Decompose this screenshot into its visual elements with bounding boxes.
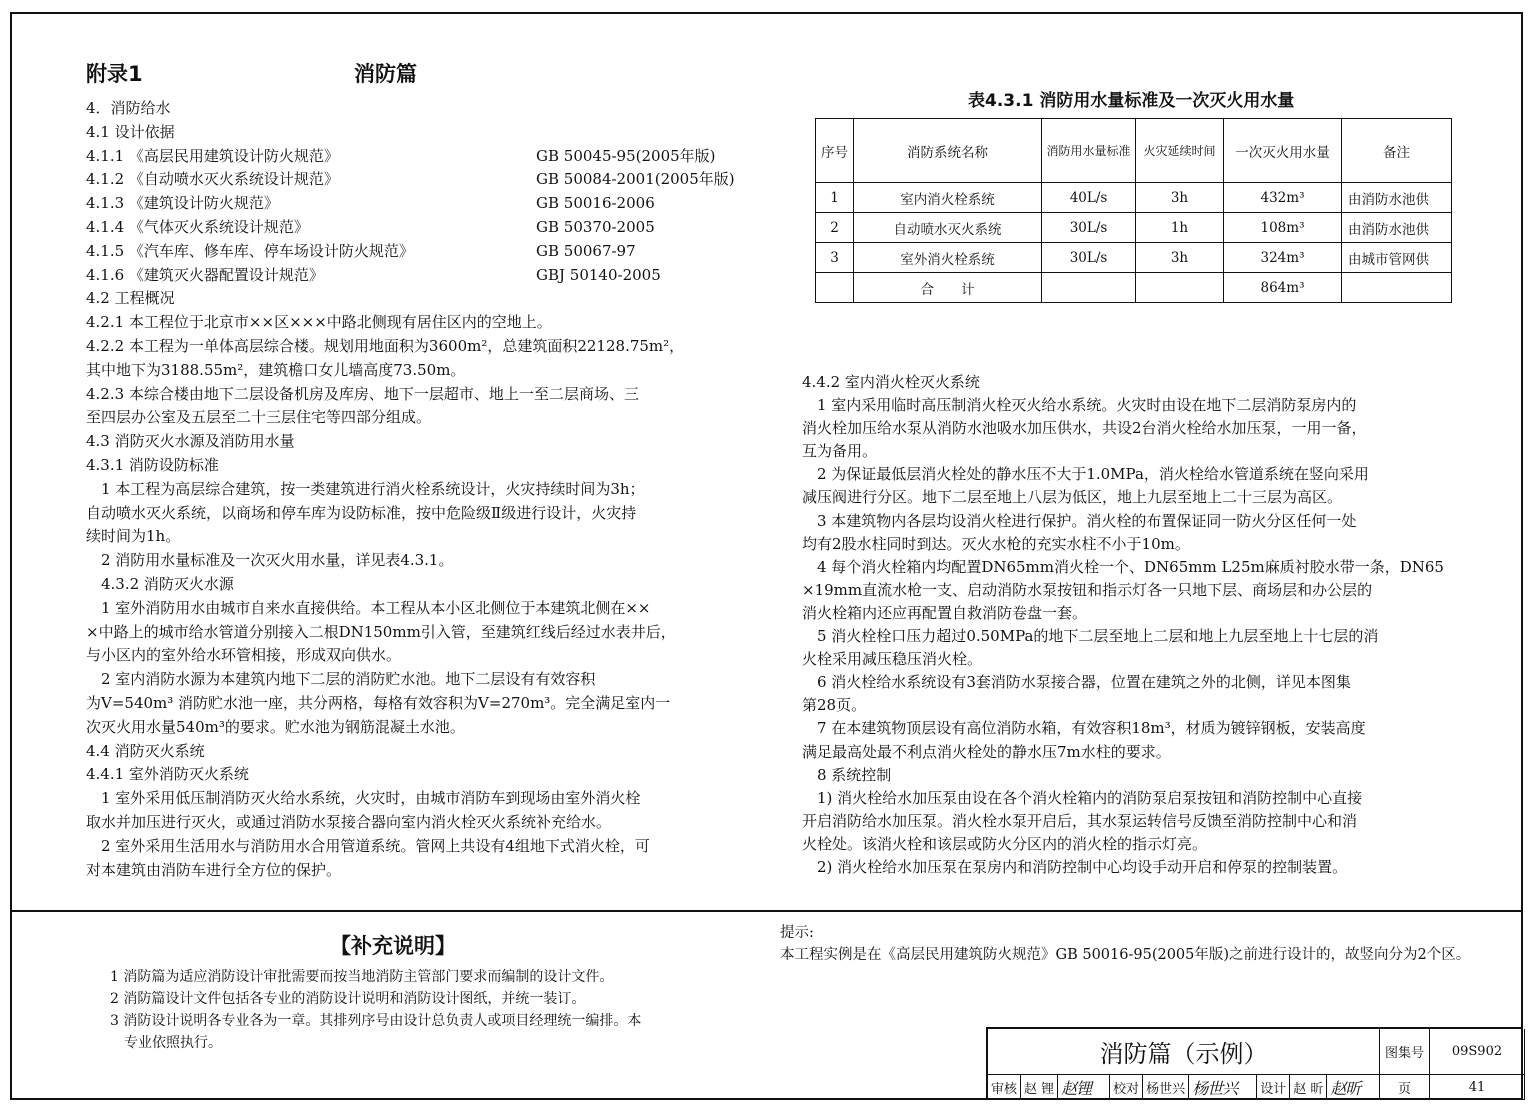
footer-divider: [10, 910, 1523, 912]
header-cell: 备注: [1342, 119, 1452, 183]
reference-code: GB 50045-95(2005年版): [536, 146, 716, 165]
body-line: 3 本建筑物内各层均设消火栓进行保护。消火栓的布置保证同一防火分区任何一处: [802, 511, 1357, 530]
designer-name: 赵 昕: [1290, 1075, 1327, 1100]
drawing-name: 消防篇（示例）: [988, 1029, 1380, 1075]
table-total-row: [816, 273, 1452, 303]
body-line: 4 每个消火栓箱内均配置DN65mm消火栓一个、DN65mm L25m麻质衬胶水带一条，DN65: [802, 557, 1444, 576]
cell: [1042, 273, 1136, 303]
body-line: 6 消火栓给水系统设有3套消防水泵接合器，位置在建筑之外的北侧，详见本图集: [802, 673, 1351, 692]
cell: 324m³: [1224, 243, 1342, 273]
cell: [816, 273, 854, 303]
reference-code: GB 50084-2001(2005年版): [536, 170, 735, 189]
cell: 由消防水池供: [1342, 213, 1452, 243]
body-line: 4.2.3 本综合楼由地下二层设备机房及库房、地下一层超市、地上一至二层商场、三: [86, 384, 639, 403]
body-line: 2) 消火栓给水加压泵在泵房内和消防控制中心均设手动开启和停泵的控制装置。: [802, 857, 1348, 876]
reference-title: 4.1.2 《自动喷水灭火系统设计规范》: [86, 170, 339, 189]
cell: 30L/s: [1042, 243, 1136, 273]
header-cell: 火灾延续时间: [1136, 119, 1224, 183]
body-line: 4.2 工程概况: [86, 289, 175, 308]
cell: 自动喷水灭火系统: [854, 213, 1042, 243]
body-line: 减压阀进行分区。地下二层至地上八层为低区，地上九层至地上二十三层为高区。: [802, 488, 1343, 507]
cell: 由城市管网供: [1342, 243, 1452, 273]
supplement-item: 3 消防设计说明各专业各为一章。其排列序号由设计总负责人或项目经理统一编排。本: [110, 1013, 642, 1029]
supplement-item: 1 消防篇为适应消防设计审批需要而按当地消防主管部门要求而编制的设计文件。: [110, 969, 614, 985]
heading-4: 4．消防给水: [86, 99, 171, 117]
designer-signature: 赵昕: [1330, 1079, 1361, 1098]
body-line: 4.4.2 室内消火栓灭火系统: [802, 373, 980, 391]
design-label: 设计: [1257, 1075, 1290, 1100]
reference-row: [86, 192, 751, 216]
atlas-number: 09S902: [1430, 1029, 1525, 1075]
body-line: 第28页。: [802, 696, 867, 715]
header-cell: 一次灭火用水量: [1224, 119, 1342, 183]
reference-row: [86, 168, 751, 192]
body-line: 其中地下为3188.55m²，建筑檐口女儿墙高度73.50m。: [86, 360, 466, 379]
cell: [1342, 273, 1452, 303]
section-title: 消防篇: [354, 62, 417, 86]
body-line: 2 室内消防水源为本建筑内地下二层的消防贮水池。地下二层设有有效容积: [86, 670, 596, 689]
header-cell: 消防用水量标准: [1042, 119, 1136, 183]
body-line: 次灭火用水量540m³的要求。贮水池为钢筋混凝土水池。: [86, 717, 465, 736]
body-line: 4.4 消防灭火系统: [86, 741, 205, 760]
body-line: 5 消火栓栓口压力超过0.50MPa的地下二层至地上二层和地上九层至地上十七层的消: [802, 627, 1379, 646]
body-line: 2 为保证最低层消火栓处的静水压不大于1.0MPa，消火栓给水管道系统在竖向采用: [802, 465, 1369, 484]
body-line: 均有2股水柱同时到达。灭火水枪的充实水柱不小于10m。: [802, 534, 1190, 553]
supplement-item: 专业依照执行。: [110, 1035, 222, 1051]
cell: 由消防水池供: [1342, 183, 1452, 213]
total-label: 合 计: [854, 273, 1042, 303]
body-line: 2 室外采用生活用水与消防用水合用管道系统。管网上共设有4组地下式消火栓，可: [86, 836, 650, 855]
table-header-row: [816, 119, 1452, 183]
heading-4-1: 4.1 设计依据: [86, 122, 175, 141]
check-label: 校对: [1110, 1075, 1143, 1100]
page-label: 页: [1380, 1075, 1430, 1100]
reference-row: [86, 264, 751, 288]
appendix-label: 附录1: [86, 62, 143, 86]
reference-title: 4.1.4 《气体灭火系统设计规范》: [86, 217, 309, 236]
reference-row: [86, 240, 751, 264]
reference-code: GB 50067-97: [536, 241, 636, 260]
hint-note: [780, 922, 1470, 966]
title-block: [986, 1027, 1523, 1100]
body-line: 4.3 消防灭火水源及消防用水量: [86, 432, 295, 451]
cell: 3: [816, 243, 854, 273]
table-row: [816, 183, 1452, 213]
cell: 室内消火栓系统: [854, 183, 1042, 213]
cell: 1: [816, 183, 854, 213]
body-line: 1 室内采用临时高压制消火栓灭火给水系统。火灾时由设在地下二层消防泵房内的: [802, 396, 1357, 415]
cell: 室外消火栓系统: [854, 243, 1042, 273]
atlas-label: 图集号: [1380, 1029, 1430, 1075]
supplement-list: [110, 966, 730, 1054]
body-line: 互为备用。: [802, 442, 878, 461]
cell: 40L/s: [1042, 183, 1136, 213]
signature-row: [988, 1075, 1380, 1100]
supplement-item: 2 消防篇设计文件包括各专业的消防设计说明和消防设计图纸，并统一装订。: [110, 991, 586, 1007]
body-line: 至四层办公室及五层至二十三层住宅等四部分组成。: [86, 408, 432, 427]
cell: 108m³: [1224, 213, 1342, 243]
body-line: 自动喷水灭火系统，以商场和停车库为设防标准，按中危险级Ⅱ级进行设计，火灾持: [86, 503, 637, 522]
cell: 1h: [1136, 213, 1224, 243]
reference-title: 4.1.3 《建筑设计防火规范》: [86, 194, 279, 213]
body-line: 对本建筑由消防车进行全方位的保护。: [86, 860, 342, 879]
water-demand-table: [815, 118, 1452, 303]
header-cell: 消防系统名称: [854, 119, 1042, 183]
body-line: 8 系统控制: [802, 765, 892, 784]
table-row: [816, 213, 1452, 243]
hint-label: 提示:: [780, 925, 814, 941]
hint-text: 本工程实例是在《高层民用建筑防火规范》GB 50016-95(2005年版)之前进行设计的，故竖向分为2个区。: [780, 947, 1471, 963]
cell: 3h: [1136, 183, 1224, 213]
body-line: 4.4.1 室外消防灭火系统: [86, 765, 249, 784]
reference-row: [86, 145, 751, 169]
cell: 3h: [1136, 243, 1224, 273]
cell: 2: [816, 213, 854, 243]
body-line: 火栓处。该消火栓和该层或防火分区内的消火栓的指示灯亮。: [802, 834, 1208, 853]
body-line: 1 本工程为高层综合建筑，按一类建筑进行消火栓系统设计，火灾持续时间为3h；: [86, 479, 645, 498]
body-line: ×19mm直流水枪一支、启动消防水泵按钮和指示灯各一只地下层、商场层和办公层的: [802, 580, 1373, 599]
review-label: 审核: [988, 1075, 1021, 1100]
reference-code: GBJ 50140-2005: [536, 265, 661, 284]
reference-row: [86, 216, 751, 240]
header-cell: 序号: [816, 119, 854, 183]
body-line: 开启消防给水加压泵。消火栓水泵开启后，其水泵运转信号反馈至消防控制中心和消: [802, 811, 1358, 830]
body-line: 火栓采用减压稳压消火栓。: [802, 650, 983, 669]
reviewer-name: 赵 锂: [1021, 1075, 1058, 1100]
table-caption: 表4.3.1 消防用水量标准及一次灭火用水量: [968, 91, 1295, 111]
cell: 30L/s: [1042, 213, 1136, 243]
body-line: 1 室外消防用水由城市自来水直接供给。本工程从本小区北侧位于本建筑北侧在××: [86, 598, 651, 617]
body-line: 1) 消火栓给水加压泵由设在各个消火栓箱内的消防泵启泵按钮和消防控制中心直接: [802, 788, 1363, 807]
cell: 432m³: [1224, 183, 1342, 213]
body-line: 续时间为1h。: [86, 527, 181, 546]
body-line: ×中路上的城市给水管道分别接入二根DN150mm引入管，至建筑红线后经过水表井后，: [86, 622, 676, 641]
cell: [1136, 273, 1224, 303]
checker-name: 杨世兴: [1143, 1075, 1189, 1100]
reference-code: GB 50016-2006: [536, 194, 655, 213]
reference-title: 4.1.1 《高层民用建筑设计防火规范》: [86, 146, 339, 165]
reference-code: GB 50370-2005: [536, 217, 655, 236]
body-line: 与小区内的室外给水环管相接，形成双向供水。: [86, 646, 402, 665]
body-line: 消火栓加压给水泵从消防水池吸水加压供水，共设2台消火栓给水加压泵，一用一备，: [802, 419, 1367, 438]
table-row: [816, 243, 1452, 273]
right-column: [802, 371, 1457, 879]
body-line: 2 消防用水量标准及一次灭火用水量，详见表4.3.1。: [86, 551, 454, 570]
body-line: 取水并加压进行灭火，或通过消防水泵接合器向室内消火栓灭火系统补充给水。: [86, 812, 612, 831]
total-value: 864m³: [1224, 273, 1342, 303]
body-line: 4.3.1 消防设防标准: [86, 455, 219, 474]
supplement-title: 【补充说明】: [330, 934, 456, 958]
body-line: 4.2.1 本工程位于北京市××区×××中路北侧现有居住区内的空地上。: [86, 313, 552, 332]
body-line: 1 室外采用低压制消防灭火给水系统，火灾时，由城市消防车到现场由室外消火栓: [86, 789, 641, 808]
reviewer-signature: 赵锂: [1058, 1075, 1110, 1100]
body-line: 4.3.2 消防灭火水源: [86, 574, 234, 593]
left-column: [86, 97, 751, 882]
checker-signature: 杨世兴: [1189, 1075, 1257, 1100]
reference-title: 4.1.6 《建筑灭火器配置设计规范》: [86, 265, 324, 284]
body-line: 消火栓箱内还应再配置自救消防卷盘一套。: [802, 603, 1088, 622]
body-line: 为V=540m³ 消防贮水池一座，共分两格，每格有效容积为V=270m³。完全满足室内一: [86, 693, 671, 712]
body-line: 4.2.2 本工程为一单体高层综合楼。规划用地面积为3600m²，总建筑面积22128.75m²，: [86, 336, 685, 355]
body-line: 满足最高处最不利点消火栓处的静水压7m水柱的要求。: [802, 742, 1171, 761]
page-number: 41: [1430, 1075, 1525, 1100]
body-line: 7 在本建筑物顶层设有高位消防水箱，有效容积18m³，材质为镀锌钢板，安装高度: [802, 719, 1366, 738]
reference-title: 4.1.5 《汽车库、修车库、停车场设计防火规范》: [86, 241, 414, 260]
